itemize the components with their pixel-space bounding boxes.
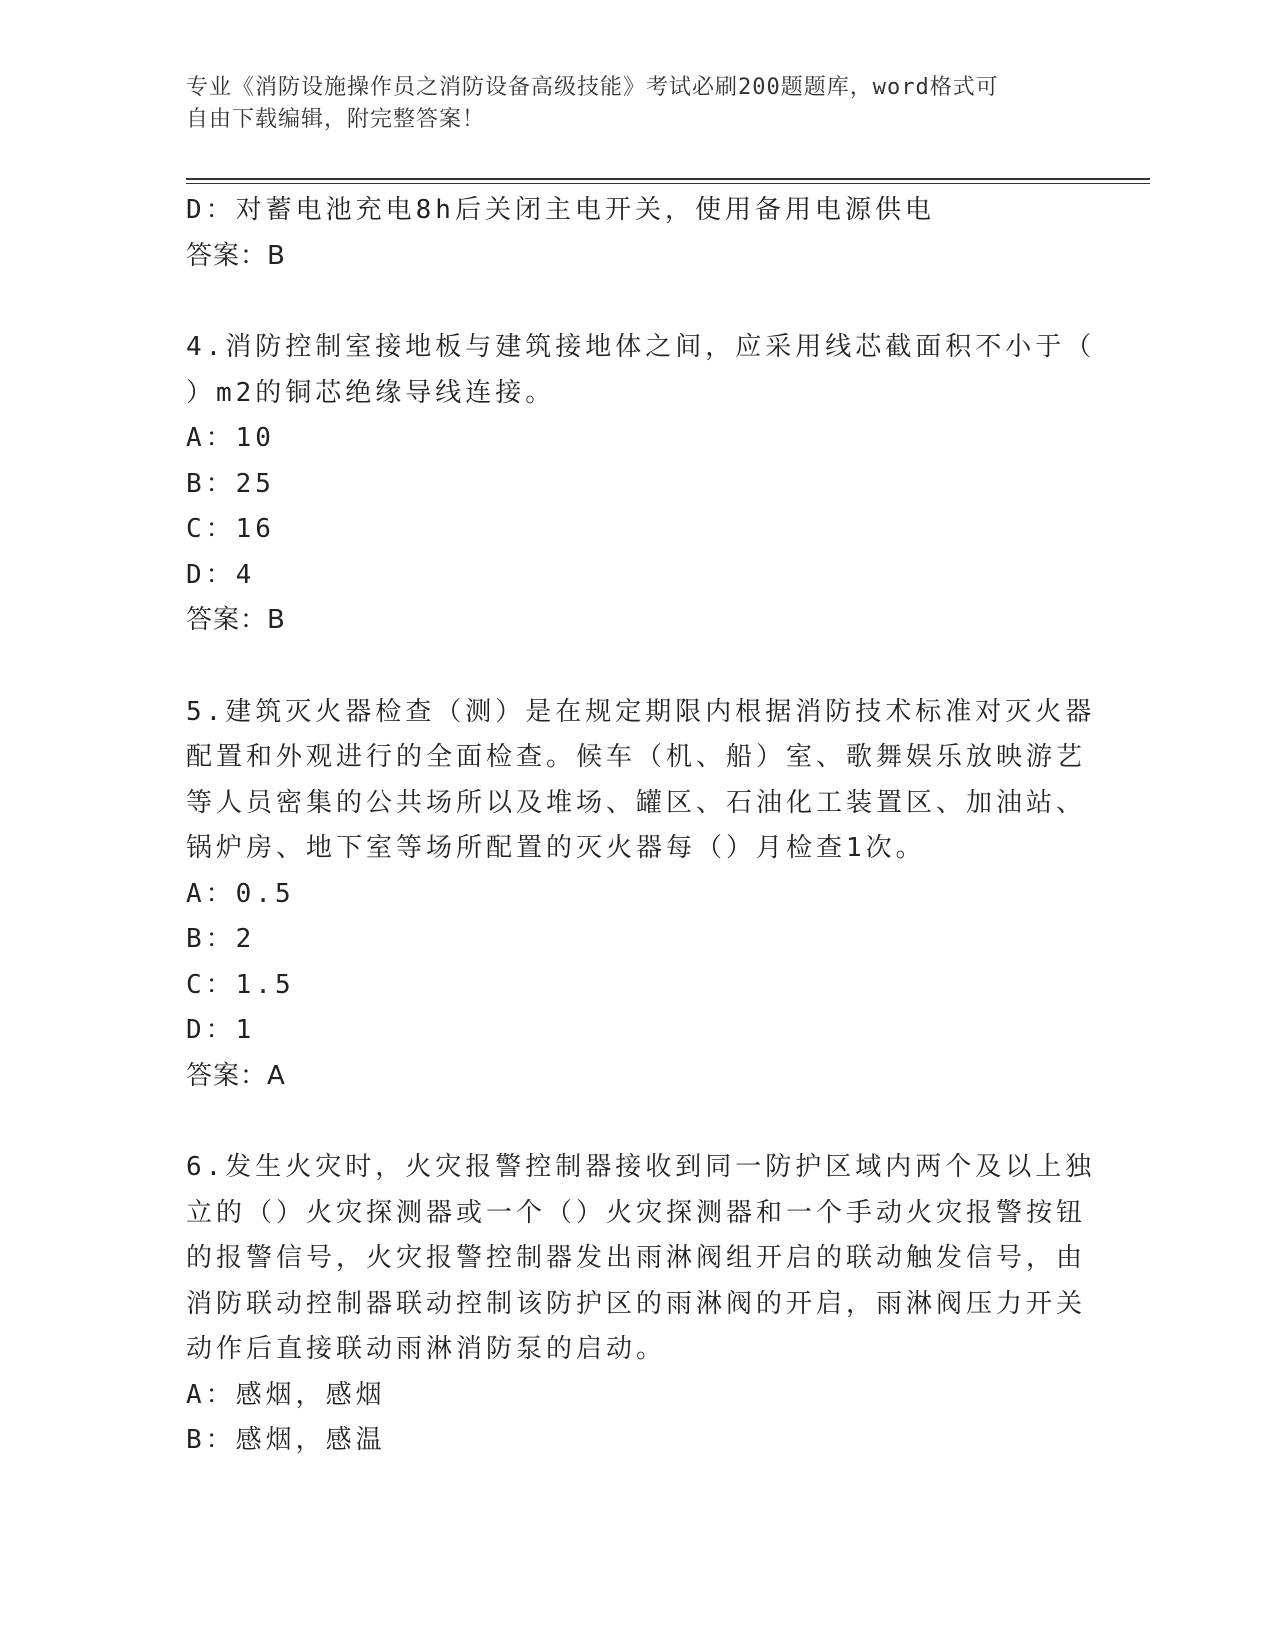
option-a: A：0.5: [186, 878, 295, 909]
answer: 答案：B: [186, 240, 286, 271]
option-d: D：对蓄电池充电8h后关闭主电开关，使用备用电源供电: [186, 195, 935, 225]
option-d: D：1: [186, 1015, 256, 1045]
header-line-2: 自由下载编辑，附完整答案！: [186, 107, 486, 132]
spacer: [186, 1099, 1066, 1145]
option-a: A：感烟，感烟: [186, 1379, 386, 1410]
question-text-line: 6.发生火灾时，火灾报警控制器接收到同一防护区域内两个及以上独: [186, 1152, 1096, 1182]
answer: 答案：A: [186, 1060, 286, 1091]
question-3-tail: [186, 188, 1066, 279]
spacer: [186, 644, 1066, 690]
question-text-line: 锅炉房、地下室等场所配置的灭火器每（）月检查1次。: [186, 833, 926, 863]
option-c: C：16: [186, 514, 275, 544]
question-text-line: 配置和外观进行的全面检查。候车（机、船）室、歌舞娱乐放映游艺: [186, 742, 1087, 772]
question-text-line: 5.建筑灭火器检查（测）是在规定期限内根据消防技术标准对灭火器: [186, 696, 1096, 727]
option-c: C：1.5: [186, 969, 295, 1000]
answer: 答案：B: [186, 605, 286, 635]
question-text-line: ）m2的铜芯绝缘导线连接。: [186, 377, 556, 408]
question-text-line: 等人员密集的公共场所以及堆场、罐区、石油化工装置区、加油站、: [186, 787, 1087, 818]
question-6: [186, 1145, 1096, 1464]
question-4: [186, 325, 1096, 644]
page-header: [186, 72, 1066, 136]
option-b: B：2: [186, 924, 256, 954]
option-b: B：25: [186, 468, 275, 499]
question-list: [186, 188, 1096, 1464]
question-text-line: 消防联动控制器联动控制该防护区的雨淋阀的开启，雨淋阀压力开关: [186, 1288, 1087, 1319]
option-d: D：4: [186, 559, 256, 590]
question-text-line: 立的（）火灾探测器或一个（）火灾探测器和一个手动火灾报警按钮: [186, 1197, 1087, 1228]
spacer: [186, 279, 1066, 325]
option-a: A：10: [186, 423, 275, 453]
header-line-1: 专业《消防设施操作员之消防设备高级技能》考试必刷200题题库，word格式可: [186, 75, 999, 100]
question-text-line: 4.消防控制室接地板与建筑接地体之间，应采用线芯截面积不小于（: [186, 332, 1096, 362]
option-b: B：感烟，感温: [186, 1425, 386, 1455]
question-text-line: 动作后直接联动雨淋消防泵的启动。: [186, 1334, 667, 1364]
question-5: [186, 690, 1096, 1100]
header-divider: [186, 178, 1150, 184]
question-text-line: 的报警信号，火灾报警控制器发出雨淋阀组开启的联动触发信号，由: [186, 1243, 1087, 1273]
